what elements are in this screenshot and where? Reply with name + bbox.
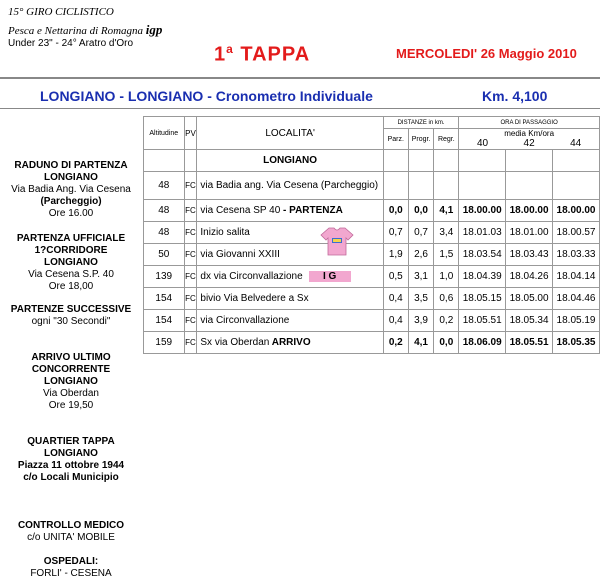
successive-title: PARTENZE SUCCESSIVE	[10, 304, 132, 315]
stage-date: MERCOLEDI' 26 Maggio 2010	[396, 46, 577, 61]
col-passage-title: ORA DI PASSAGGIO	[500, 119, 558, 126]
row-parz: 1,9	[383, 244, 408, 266]
row-progr: 3,5	[408, 288, 434, 310]
row-pv: FC	[184, 310, 197, 332]
stage-title	[214, 42, 310, 67]
raduno-l2: (Parcheggio)	[40, 196, 102, 207]
row-t42: 18.00.00	[506, 200, 553, 222]
pink-jersey-icon	[320, 226, 354, 256]
speed-40: 40	[476, 138, 489, 149]
row-pv: FC	[184, 172, 197, 200]
raduno-block	[2, 160, 140, 220]
table-row	[144, 332, 600, 354]
row-extra: ARRIVO	[269, 337, 311, 348]
cell-empty	[144, 150, 185, 172]
row-t40: 18.06.09	[459, 332, 506, 354]
stage-sup: a	[226, 42, 234, 56]
row-t42: 18.05.34	[506, 310, 553, 332]
row-alt: 48	[144, 200, 185, 222]
row-regr: 0,6	[434, 288, 459, 310]
col-progr: Progr.	[408, 129, 434, 150]
cell-empty	[434, 172, 459, 200]
row-pv: FC	[184, 222, 197, 244]
row-loc: via Badia ang. Via Cesena (Parcheggio)	[197, 172, 383, 200]
ospedali-block	[2, 556, 140, 580]
arrivo-title1: ARRIVO ULTIMO	[31, 352, 111, 363]
row-t44: 18.00.00	[553, 200, 600, 222]
row-regr: 0,0	[434, 332, 459, 354]
col-regr: Regr.	[434, 129, 459, 150]
row-regr: 1,5	[434, 244, 459, 266]
row-t40: 18.01.03	[459, 222, 506, 244]
ig-badge: I G	[309, 271, 351, 282]
row-loc	[197, 266, 383, 288]
row-pv: FC	[184, 244, 197, 266]
row-parz: 0,7	[383, 222, 408, 244]
successive-l1: ogni "30 Secondi"	[31, 316, 111, 327]
row-progr: 2,6	[408, 244, 434, 266]
row-regr: 4,1	[434, 200, 459, 222]
stage-route: LONGIANO - LONGIANO - Cronometro Individuale	[40, 88, 373, 104]
arrivo-block	[2, 352, 140, 412]
row-t40: 18.00.00	[459, 200, 506, 222]
row-progr: 4,1	[408, 332, 434, 354]
row-progr: 0,7	[408, 222, 434, 244]
row-alt: 154	[144, 310, 185, 332]
row-t44: 18.05.35	[553, 332, 600, 354]
table-row	[144, 200, 600, 222]
quartier-l1: Piazza 11 ottobre 1944	[17, 460, 125, 471]
col-pv: PV	[184, 117, 197, 150]
row-alt: 154	[144, 288, 185, 310]
row-loc: via Giovanni XXIII	[197, 244, 383, 266]
row-extra: - PARTENZA	[280, 205, 343, 216]
table-row	[144, 266, 600, 288]
arrivo-l2: Ore 19,50	[48, 400, 94, 411]
speed-42: 42	[523, 138, 535, 149]
row-alt: 48	[144, 222, 185, 244]
row-t40: 18.05.15	[459, 288, 506, 310]
partenza-title3: LONGIANO	[44, 257, 98, 268]
row-t44: 18.04.46	[553, 288, 600, 310]
sponsor-line	[8, 22, 162, 38]
table-row	[144, 288, 600, 310]
raduno-title1: RADUNO DI PARTENZA	[14, 160, 128, 171]
row-t42: 18.01.00	[506, 222, 553, 244]
row-pv: FC	[184, 332, 197, 354]
row-t44: 18.00.57	[553, 222, 600, 244]
row-t42: 18.03.43	[506, 244, 553, 266]
row-parz: 0,4	[383, 310, 408, 332]
cell-empty	[506, 172, 553, 200]
raduno-title2: LONGIANO	[44, 172, 98, 183]
ospedali-l1: FORLI' - CESENA	[30, 568, 112, 579]
arrivo-title2: CONCORRENTE	[31, 364, 111, 375]
ospedali-title: OSPEDALI:	[43, 556, 99, 567]
successive-block	[2, 304, 140, 328]
row-regr: 1,0	[434, 266, 459, 288]
row-loc-text: dx via Circonvallazione	[200, 271, 303, 282]
row-progr: 0,0	[408, 200, 434, 222]
cell-empty	[184, 150, 197, 172]
medico-title: CONTROLLO MEDICO	[17, 520, 125, 531]
speed-44: 44	[570, 138, 582, 149]
row-t42: 18.05.51	[506, 332, 553, 354]
cell-empty	[506, 150, 553, 172]
row-t40: 18.03.54	[459, 244, 506, 266]
cell-empty	[434, 150, 459, 172]
partenza-block	[2, 233, 140, 293]
row-alt: 159	[144, 332, 185, 354]
cell-empty	[553, 172, 600, 200]
cell-empty	[408, 172, 434, 200]
stage-word: TAPPA	[240, 43, 311, 66]
start-town: LONGIANO	[197, 150, 383, 172]
row-t44: 18.04.14	[553, 266, 600, 288]
quartier-block	[2, 436, 140, 484]
col-speeds	[459, 129, 600, 150]
partenza-title1: PARTENZA UFFICIALE	[16, 233, 126, 244]
table-row	[144, 172, 600, 200]
table-row	[144, 222, 600, 244]
row-loc-text: Sx via Oberdan	[200, 337, 270, 348]
row-regr: 0,2	[434, 310, 459, 332]
arrivo-title3: LONGIANO	[44, 376, 98, 387]
row-t40: 18.05.51	[459, 310, 506, 332]
route-divider	[0, 108, 600, 109]
arrivo-l1: Via Oberdan	[43, 388, 99, 399]
row-progr: 3,9	[408, 310, 434, 332]
quartier-l2: c/o Locali Municipio	[23, 472, 119, 483]
race-name: 15° GIRO CICLISTICO	[8, 6, 114, 18]
row-alt: 48	[144, 172, 185, 200]
col-altitude: Altitudine	[144, 117, 185, 150]
col-passage	[459, 117, 600, 129]
row-pv: FC	[184, 288, 197, 310]
partenza-l1: Via Cesena S.P. 40	[28, 269, 114, 280]
route-table	[143, 116, 600, 354]
raduno-l1: Via Badia Ang. Via Cesena	[11, 184, 131, 195]
row-t40: 18.04.39	[459, 266, 506, 288]
partenza-title2: 1?CORRIDORE	[34, 245, 108, 256]
partenza-l2: Ore 18,00	[48, 281, 94, 292]
row-loc: bivio Via Belvedere a Sx	[197, 288, 383, 310]
raduno-l3: Ore 16.00	[48, 208, 94, 219]
cell-empty	[383, 150, 408, 172]
header-divider	[0, 77, 600, 79]
quartier-title1: QUARTIER TAPPA	[27, 436, 115, 447]
row-loc: Inizio salita	[197, 222, 383, 244]
row-t42: 18.05.00	[506, 288, 553, 310]
row-parz: 0,5	[383, 266, 408, 288]
cell-empty	[459, 150, 506, 172]
col-distances: DISTANZE in km.	[383, 117, 458, 129]
igp-mark: igp	[145, 22, 163, 37]
row-t42: 18.04.26	[506, 266, 553, 288]
row-loc-text: via Cesena SP 40	[200, 205, 281, 216]
cell-empty	[459, 172, 506, 200]
table-row	[144, 310, 600, 332]
row-progr: 3,1	[408, 266, 434, 288]
medico-l1: c/o UNITA' MOBILE	[27, 532, 115, 543]
row-parz: 0,0	[383, 200, 408, 222]
row-loc: via Circonvallazione	[197, 310, 383, 332]
row-alt: 139	[144, 266, 185, 288]
cell-empty	[408, 150, 434, 172]
col-avg: media Km/ora	[504, 129, 555, 138]
row-parz: 0,4	[383, 288, 408, 310]
row-pv: FC	[184, 200, 197, 222]
col-parz: Parz.	[383, 129, 408, 150]
table-row	[144, 244, 600, 266]
row-t44: 18.05.19	[553, 310, 600, 332]
stage-distance: Km. 4,100	[482, 88, 548, 104]
cell-empty	[553, 150, 600, 172]
cell-empty	[383, 172, 408, 200]
row-parz: 0,2	[383, 332, 408, 354]
quartier-title2: LONGIANO	[44, 448, 98, 459]
medico-block	[2, 520, 140, 544]
category-line: Under 23" - 24° Aratro d'Oro	[8, 38, 134, 49]
row-alt: 50	[144, 244, 185, 266]
row-loc	[197, 332, 383, 354]
row-loc	[197, 200, 383, 222]
sponsor-name: Pesca e Nettarina di Romagna	[8, 25, 144, 37]
row-pv: FC	[184, 266, 197, 288]
row-t44: 18.03.33	[553, 244, 600, 266]
col-locality: LOCALITA'	[197, 117, 383, 150]
stage-number: 1	[214, 43, 227, 66]
row-regr: 3,4	[434, 222, 459, 244]
